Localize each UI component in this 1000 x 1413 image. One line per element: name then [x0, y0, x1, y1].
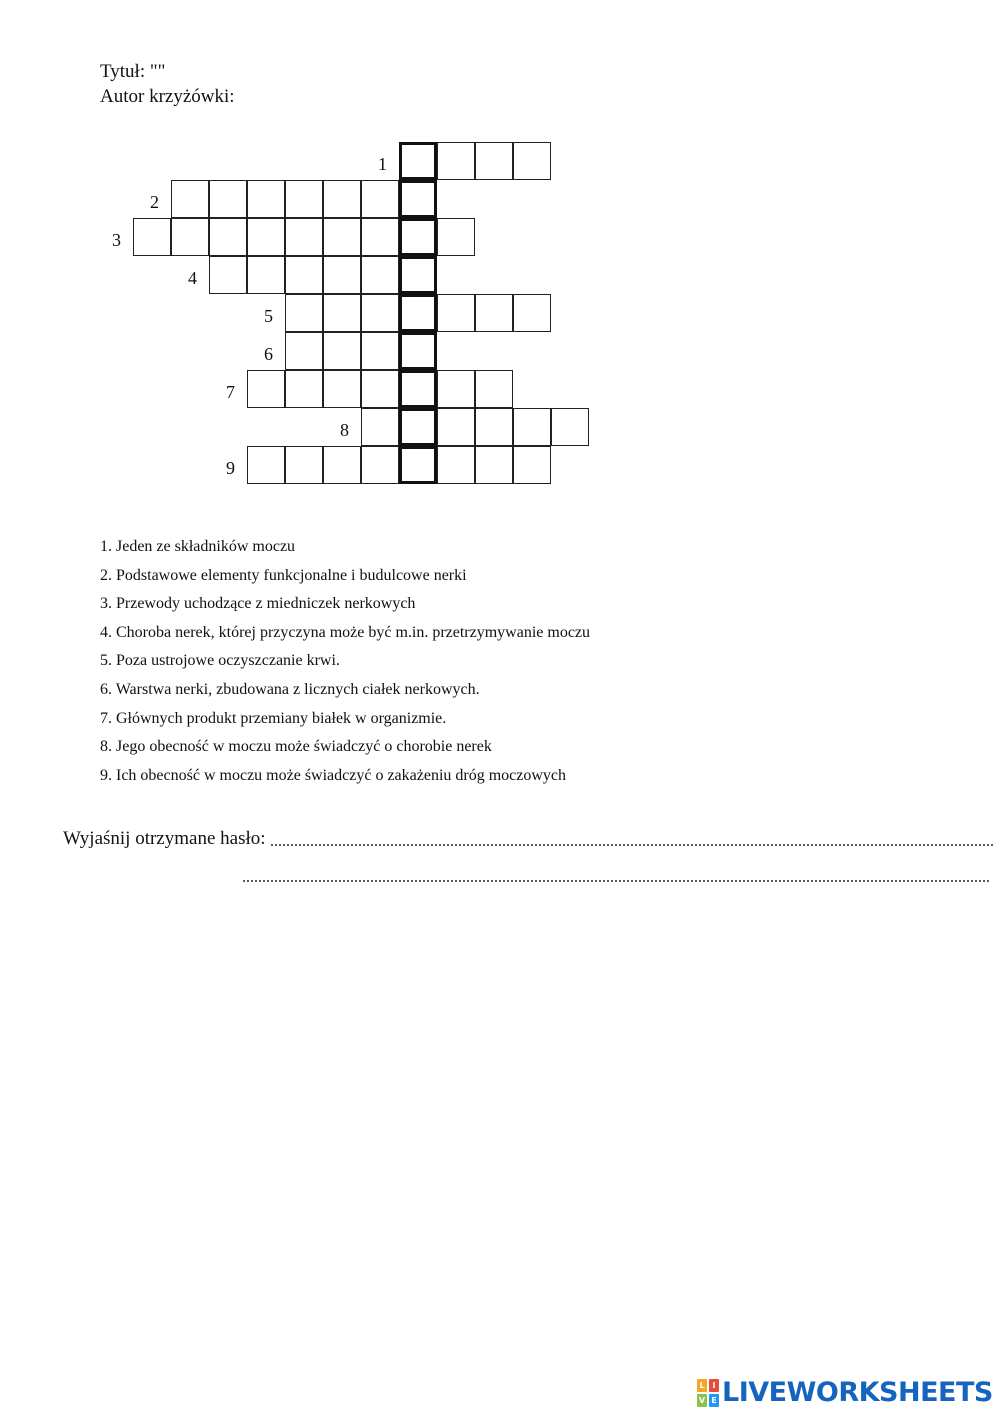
row-number-3: 3 — [112, 230, 121, 250]
crossword-cell[interactable] — [285, 370, 323, 408]
row-number-2: 2 — [150, 192, 159, 212]
crossword-cell[interactable] — [361, 408, 399, 446]
crossword-cell[interactable] — [475, 446, 513, 484]
crossword-cell[interactable] — [285, 294, 323, 332]
solution-cell[interactable] — [399, 256, 437, 294]
crossword-cell[interactable] — [361, 446, 399, 484]
crossword-cell[interactable] — [361, 180, 399, 218]
solution-cell[interactable] — [399, 180, 437, 218]
logo-block-i: I — [709, 1379, 719, 1392]
crossword-cell[interactable] — [323, 180, 361, 218]
row-number-7: 7 — [226, 382, 235, 402]
row-number-4: 4 — [188, 268, 197, 288]
liveworksheets-logo — [697, 1377, 993, 1409]
clue-5: 5. Poza ustrojowe oczyszczanie krwi. — [100, 652, 340, 670]
clue-2: 2. Podstawowe elementy funkcjonalne i budulcowe nerki — [100, 566, 467, 584]
logo-block-l: L — [697, 1379, 707, 1392]
crossword-cell[interactable] — [209, 256, 247, 294]
crossword-grid — [0, 0, 1000, 500]
row-number-5: 5 — [264, 306, 273, 326]
crossword-cell[interactable] — [475, 408, 513, 446]
crossword-cell[interactable] — [285, 446, 323, 484]
crossword-author: Autor krzyżówki: — [100, 86, 235, 107]
crossword-cell[interactable] — [437, 294, 475, 332]
crossword-cell[interactable] — [247, 218, 285, 256]
crossword-cell[interactable] — [171, 180, 209, 218]
logo-block-e: E — [709, 1394, 719, 1407]
clue-9: 9. Ich obecność w moczu może świadczyć o zakażeniu dróg moczowych — [100, 766, 567, 784]
crossword-cell[interactable] — [551, 408, 589, 446]
crossword-cell[interactable] — [437, 408, 475, 446]
crossword-cell[interactable] — [247, 370, 285, 408]
crossword-cell[interactable] — [513, 294, 551, 332]
clue-7: 7. Głównych produkt przemiany białek w organizmie. — [100, 709, 447, 727]
logo-text: LIVEWORKSHEETS — [722, 1377, 993, 1408]
crossword-cell[interactable] — [437, 446, 475, 484]
crossword-cell[interactable] — [323, 256, 361, 294]
crossword-cell[interactable] — [513, 446, 551, 484]
clue-8: 8. Jego obecność w moczu może świadczyć o chorobie nerek — [100, 738, 492, 756]
crossword-cell[interactable] — [437, 370, 475, 408]
solution-cell[interactable] — [399, 218, 437, 256]
clue-1: 1. Jeden ze składników moczu — [100, 538, 296, 555]
solution-cell[interactable] — [399, 332, 437, 370]
crossword-cell[interactable] — [323, 370, 361, 408]
crossword-cell[interactable] — [437, 142, 475, 180]
crossword-cell[interactable] — [513, 142, 551, 180]
crossword-cell[interactable] — [247, 446, 285, 484]
crossword-cell[interactable] — [323, 446, 361, 484]
solution-cell[interactable] — [399, 142, 437, 180]
crossword-cell[interactable] — [209, 180, 247, 218]
clue-3: 3. Przewody uchodzące z miedniczek nerkowych — [100, 595, 416, 613]
crossword-cell[interactable] — [513, 408, 551, 446]
row-number-8: 8 — [340, 420, 349, 440]
crossword-cell[interactable] — [361, 256, 399, 294]
row-number-6: 6 — [264, 344, 273, 364]
crossword-cell[interactable] — [361, 294, 399, 332]
crossword-cell[interactable] — [361, 332, 399, 370]
crossword-cell[interactable] — [285, 180, 323, 218]
crossword-cell[interactable] — [247, 256, 285, 294]
crossword-cell[interactable] — [209, 218, 247, 256]
answer-explanation-row — [63, 826, 995, 850]
crossword-cell[interactable] — [247, 180, 285, 218]
crossword-cell[interactable] — [285, 218, 323, 256]
crossword-cell[interactable] — [475, 294, 513, 332]
crossword-cell[interactable] — [285, 256, 323, 294]
answer-explanation-label: Wyjaśnij otrzymane hasło: — [63, 828, 266, 849]
crossword-cell[interactable] — [361, 218, 399, 256]
crossword-cell[interactable] — [323, 294, 361, 332]
crossword-cell[interactable] — [323, 218, 361, 256]
clue-6: 6. Warstwa nerki, zbudowana z licznych ciałek nerkowych. — [100, 680, 480, 698]
row-number-9: 9 — [226, 458, 235, 478]
crossword-cell[interactable] — [437, 218, 475, 256]
answer-line-2[interactable] — [242, 880, 990, 882]
crossword-cell[interactable] — [323, 332, 361, 370]
crossword-cell[interactable] — [285, 332, 323, 370]
crossword-cell[interactable] — [475, 142, 513, 180]
solution-cell[interactable] — [399, 408, 437, 446]
solution-cell[interactable] — [399, 446, 437, 484]
crossword-cell[interactable] — [133, 218, 171, 256]
logo-block-v: V — [698, 1396, 706, 1405]
clue-4: 4. Choroba nerek, której przyczyna może być m.in. przetrzymywanie moczu — [100, 623, 591, 641]
answer-line-1[interactable] — [270, 844, 995, 846]
crossword-cell[interactable] — [361, 370, 399, 408]
row-number-1: 1 — [378, 154, 387, 174]
logo-blocks-icon — [697, 1379, 719, 1407]
solution-cell[interactable] — [399, 370, 437, 408]
solution-cell[interactable] — [399, 294, 437, 332]
crossword-cell[interactable] — [171, 218, 209, 256]
worksheet-title: Tytuł: "" — [100, 61, 166, 82]
clue-list — [100, 537, 590, 794]
crossword-cell[interactable] — [475, 370, 513, 408]
